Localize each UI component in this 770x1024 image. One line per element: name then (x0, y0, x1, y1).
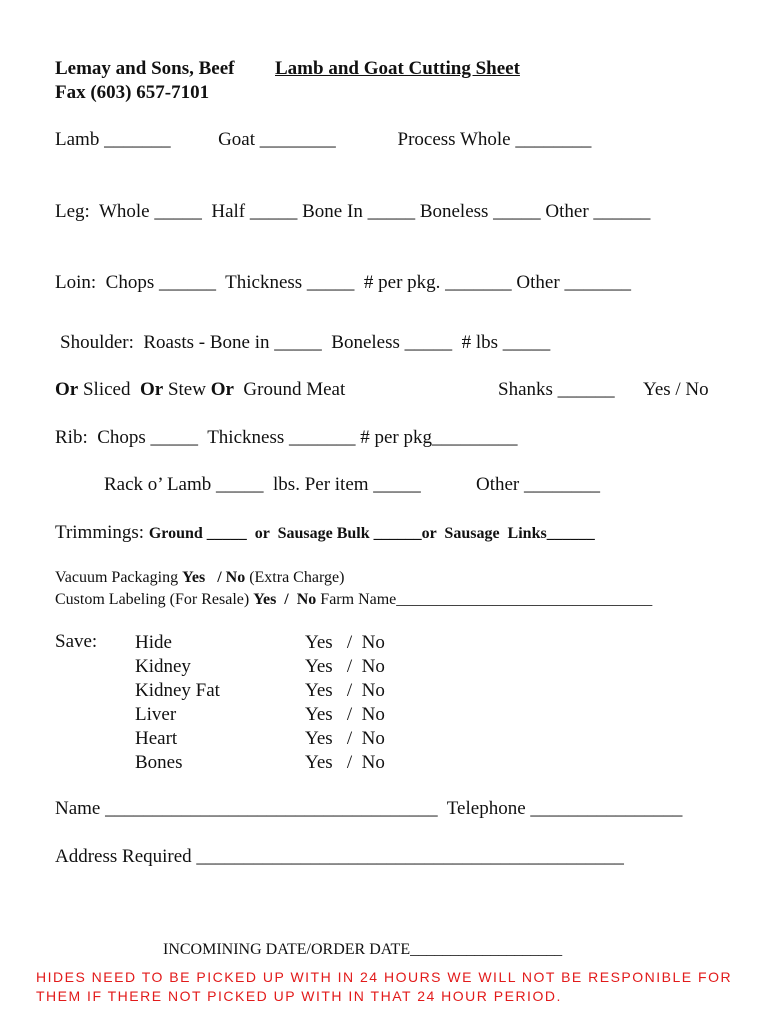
sheet-title: Lamb and Goat Cutting Sheet (275, 58, 520, 79)
list-item: Bones (135, 752, 183, 773)
yes-no-option: Yes / No (305, 728, 385, 749)
notice-line-1: HIDES NEED TO BE PICKED UP WITH IN 24 HOURS WE WILL NOT BE RESPONIBLE FOR (36, 969, 733, 985)
loin-line: Loin: Chops ______ Thickness _____ # per pkg. _______ Other _______ (55, 272, 631, 293)
shoulder-line: Shoulder: Roasts - Bone in _____ Boneless _____ # lbs _____ (60, 332, 551, 353)
list-item: Hide (135, 632, 172, 653)
fax-number: Fax (603) 657-7101 (55, 82, 210, 103)
vacuum-packaging-line (55, 568, 344, 588)
rack-other-field: Other ________ (476, 474, 601, 495)
or-label: Or (55, 379, 79, 400)
rib-line: Rib: Chops _____ Thickness _______ # per pkg_________ (55, 427, 518, 448)
yes-no-option: Yes / No (305, 704, 385, 725)
ground-meat-option: Ground Meat (233, 379, 346, 400)
trimmings-line (55, 522, 595, 545)
leg-line: Leg: Whole _____ Half _____ Bone In _____ Boneless _____ Other ______ (55, 201, 651, 222)
vacuum-yes-no: Yes / No (182, 569, 246, 586)
notice-line-2: THEM IF THERE NOT PICKED UP WITH IN THAT 24 HOUR PERIOD. (36, 988, 562, 1004)
shanks-field: Shanks ______ (498, 379, 615, 400)
yes-no-option: Yes / No (305, 656, 385, 677)
labeling-label: Custom Labeling (For Resale) (55, 591, 254, 608)
list-item: Kidney (135, 656, 191, 677)
save-label: Save: (55, 631, 98, 652)
farm-name-field: Farm Name________________________________ (316, 591, 653, 608)
list-item: Heart (135, 728, 178, 749)
list-item: Kidney Fat (135, 680, 220, 701)
cut-options-line (55, 379, 345, 401)
trimmings-options: Ground _____ or Sausage Bulk ______or Sausage Links______ (148, 525, 595, 542)
incoming-date-line: INCOMINING DATE/ORDER DATE___________________ (163, 941, 563, 958)
rack-of-lamb-line: Rack o’ Lamb _____ lbs. Per item _____ (104, 474, 421, 495)
or-label: Or (210, 379, 234, 400)
species-line: Lamb _______ Goat ________ Process Whole ________ (55, 129, 592, 150)
sliced-option: Sliced (78, 379, 140, 400)
yes-no-option: Yes / No (305, 632, 385, 653)
address-line: Address Required _____________________________________________ (55, 846, 624, 867)
trimmings-label: Trimmings: (55, 522, 149, 543)
save-yes-no-list (305, 631, 385, 775)
yes-no-option: Yes / No (305, 680, 385, 701)
or-label: Or (139, 379, 164, 400)
vacuum-note: (Extra Charge) (245, 569, 345, 586)
company-name: Lemay and Sons, Beef (55, 58, 235, 79)
stew-option: Stew (163, 379, 211, 400)
name-telephone-line: Name ___________________________________ Telephone ________________ (55, 798, 683, 819)
vacuum-label: Vacuum Packaging (55, 569, 183, 586)
custom-labeling-line (55, 590, 652, 610)
yes-no-option: Yes / No (305, 752, 385, 773)
save-items-list (135, 631, 220, 775)
shanks-yes-no: Yes / No (643, 379, 709, 400)
labeling-yes-no: Yes / No (253, 591, 317, 608)
list-item: Liver (135, 704, 177, 725)
